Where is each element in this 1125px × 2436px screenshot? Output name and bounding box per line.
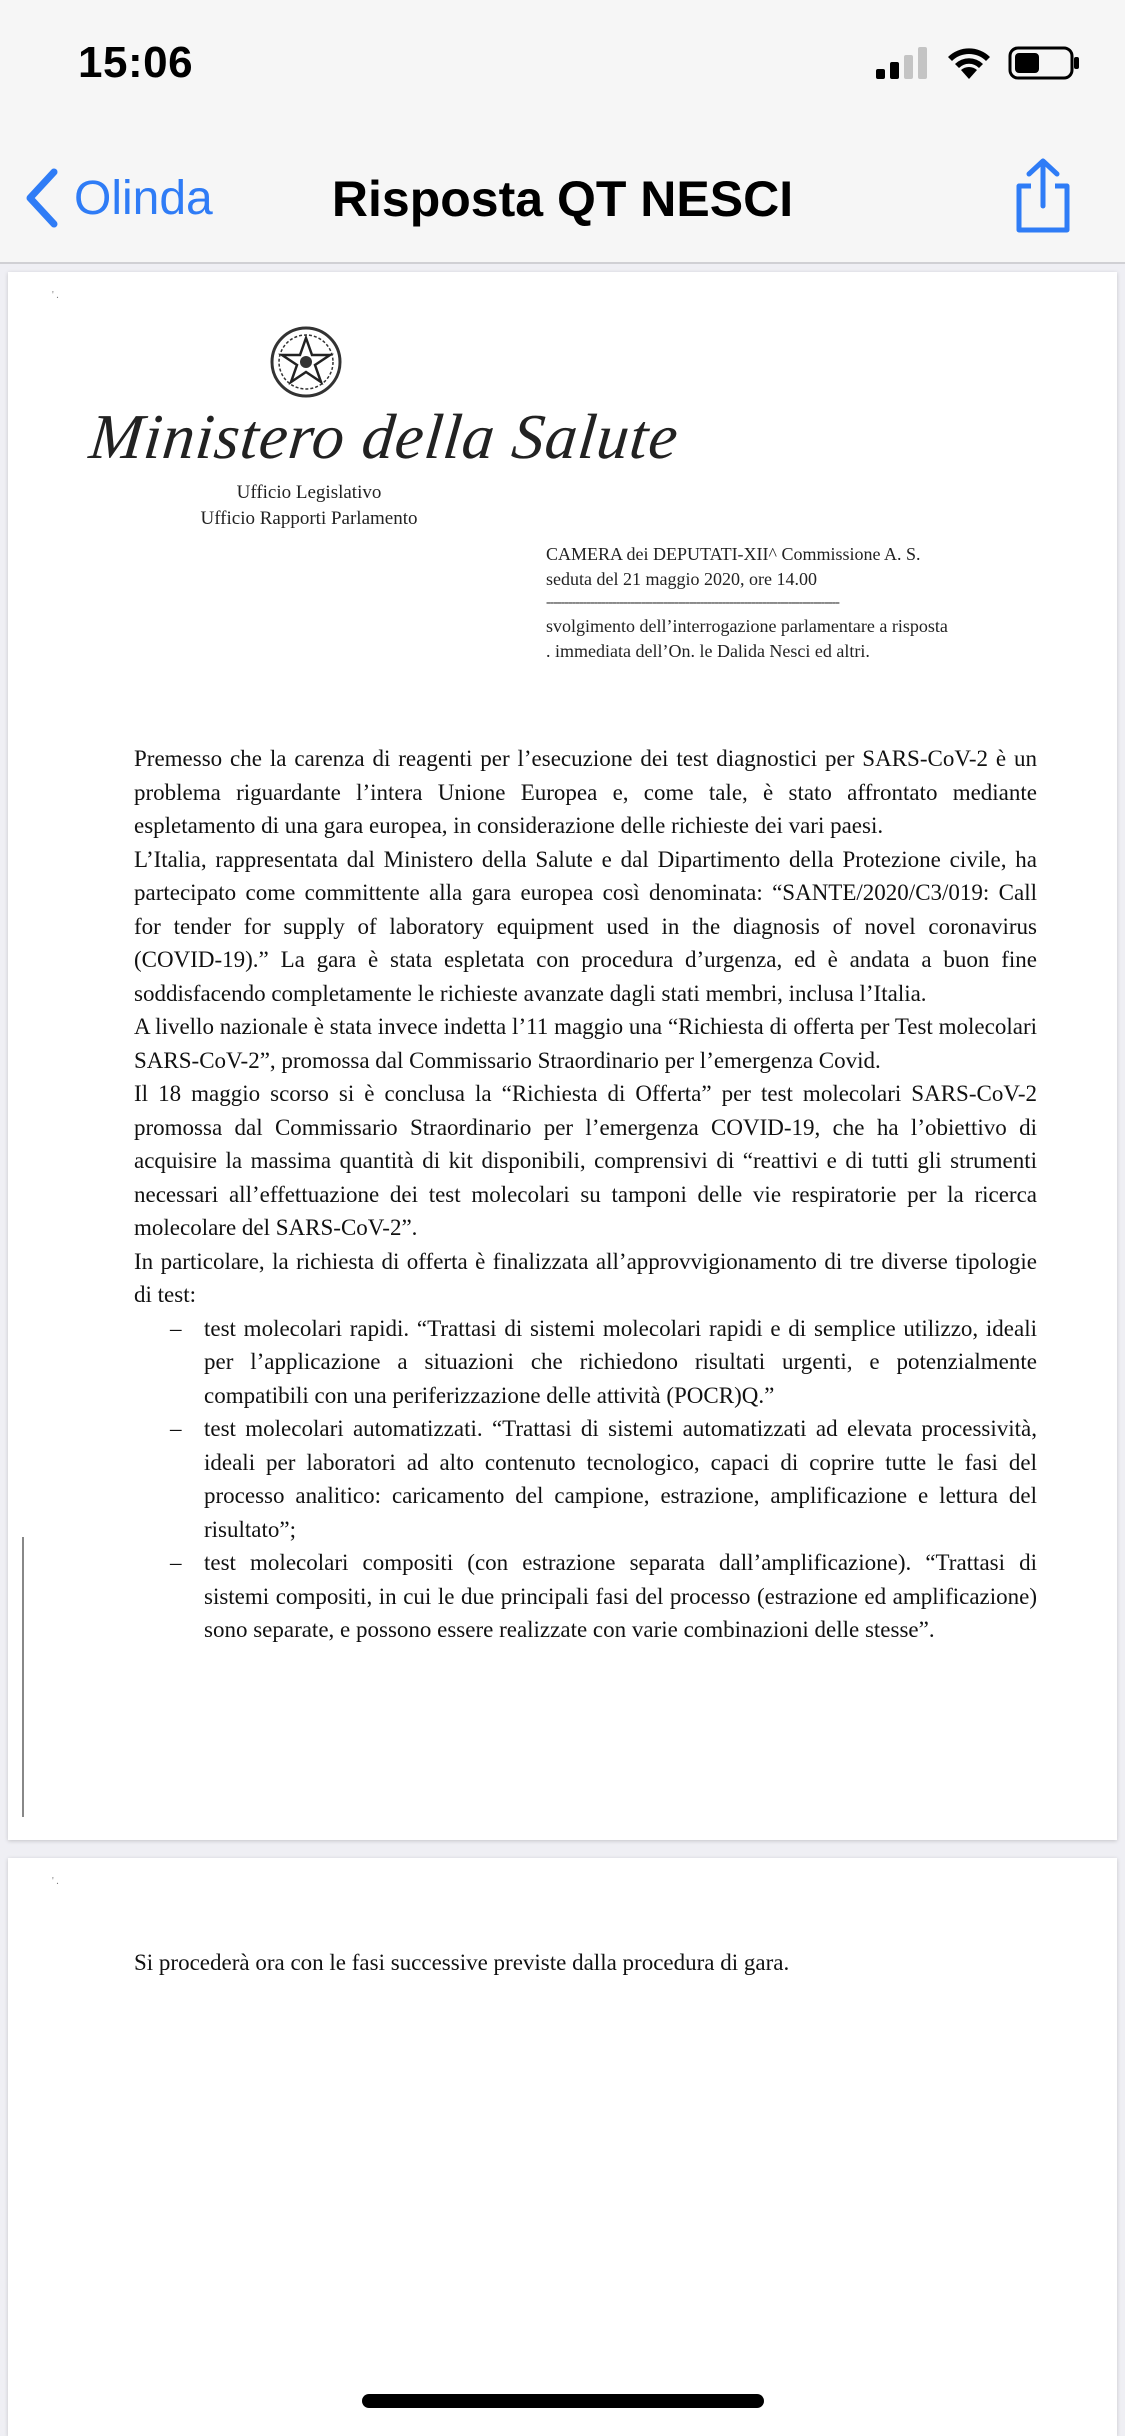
share-icon xyxy=(1011,158,1075,234)
office-lines xyxy=(184,480,434,532)
italian-republic-emblem-icon xyxy=(266,322,346,402)
battery-icon xyxy=(1008,46,1080,80)
ministry-title: Ministero della Salute xyxy=(86,401,683,472)
document-page-2 xyxy=(8,1858,1117,2436)
page-marks: ' . xyxy=(52,1876,59,1887)
bullet-text: test molecolari automatizzati. “Trattasi di sistemi automatizzati ad elevata processività, ideali per laboratori ad alto contenuto tecnologico, capaci di coprire tutte le fasi del processo analitico: caricamento del campione, estrazione, amplificazione e lettura del risultato”; xyxy=(204,1416,1037,1542)
list-item xyxy=(134,1312,1037,1413)
bullet-dash: – xyxy=(170,1416,182,1441)
wifi-icon xyxy=(946,46,992,80)
page-marks: ' . xyxy=(52,290,59,301)
session-header xyxy=(546,542,1016,664)
status-time: 15:06 xyxy=(78,38,194,87)
header-line-3: svolgimento dell’interrogazione parlamentare a risposta xyxy=(546,616,948,636)
bullet-text: test molecolari compositi (con estrazione separata dall’amplificazione). “Trattasi di sistemi compositi, in cui le due principali fasi del processo (estrazione ed amplificazione) sono separate, e possono essere realizzate con varie combinazioni delle stesse”. xyxy=(204,1550,1037,1642)
document-page-1 xyxy=(8,272,1117,1840)
paragraph: In particolare, la richiesta di offerta è finalizzata all’approvvigionamento di tre diverse tipologie di test: xyxy=(134,1248,1037,1307)
header-line-1: CAMERA dei DEPUTATI-XII^ Commissione A. S. xyxy=(546,544,921,564)
back-label: Olinda xyxy=(74,171,213,225)
closing-paragraph: Si procederà ora con le fasi successive previste dalla procedura di gara. xyxy=(134,1950,790,1975)
share-button[interactable] xyxy=(1011,158,1075,239)
header-line-2: seduta del 21 maggio 2020, ore 14.00 xyxy=(546,569,817,589)
list-item xyxy=(134,1546,1037,1647)
paragraph: Premesso che la carenza di reagenti per l’esecuzione dei test diagnostici per SARS-CoV-2 è un problema riguardante l’intera Unione Europea e, come tale, è stato affrontato mediante espletamento di una gara europea, in considerazione delle richieste dei vari paesi. xyxy=(134,746,1037,838)
paragraph: A livello nazionale è stata invece indetta l’11 maggio una “Richiesta di offerta per Test molecolari SARS-CoV-2”, promossa dal Commissario Straordinario per l’emergenza Covid. xyxy=(134,1014,1037,1073)
home-indicator[interactable] xyxy=(362,2394,764,2408)
header-dashes: -------------------------------------------------------------------------------- xyxy=(546,596,839,610)
status-icons xyxy=(876,46,1080,80)
bullet-text: test molecolari rapidi. “Trattasi di sistemi molecolari rapidi e di semplice utilizzo, ideali per l’applicazione a situazioni che richiedono risultati urgenti, e potenzialmente compatibili con una periferizzazione delle attività (POCR)Q.” xyxy=(204,1315,1037,1408)
header-line-4: . immediata dell’On. le Dalida Nesci ed altri. xyxy=(546,641,870,661)
office-line-2: Ufficio Rapporti Parlamento xyxy=(200,508,418,529)
margin-rule xyxy=(22,1537,24,1817)
paragraph: L’Italia, rappresentata dal Ministero della Salute e dal Dipartimento della Protezione civile, ha partecipato come committente alla gara europea così denominata: “SANTE/2020/C3/019: Call for tender for supply of laboratory equipment used in the diagnosis of novel coronavirus (COVID-19).” La gara è stata espletata con procedura d’urgenza, ed è andata a buon fine soddisfacendo completamente le richieste avanzate dagli stati membri, inclusa l’Italia. xyxy=(134,846,1037,1006)
office-line-1: Ufficio Legislativo xyxy=(236,482,382,503)
navigation-bar xyxy=(0,130,1125,264)
paragraph: Il 18 maggio scorso si è conclusa la “Richiesta di Offerta” per test molecolari SARS-CoV-2 promossa dal Commissario Straordinario per l’emergenza COVID-19, che ha l’obiettivo di acquisire la massima quantità di kit disponibili, comprensivi di “reattivi e di tutti gli strumenti necessari all’effettuazione dei test molecolari su tamponi delle vie respiratorie per la ricerca molecolare del SARS-CoV-2”. xyxy=(134,1081,1037,1240)
status-bar xyxy=(0,0,1125,130)
bullet-dash: – xyxy=(170,1550,182,1575)
cellular-signal-icon xyxy=(876,47,930,79)
document-body xyxy=(134,742,1037,1647)
nav-title: Risposta QT NESCI xyxy=(331,171,794,227)
bullet-dash: – xyxy=(170,1315,182,1341)
list-item xyxy=(134,1412,1037,1546)
